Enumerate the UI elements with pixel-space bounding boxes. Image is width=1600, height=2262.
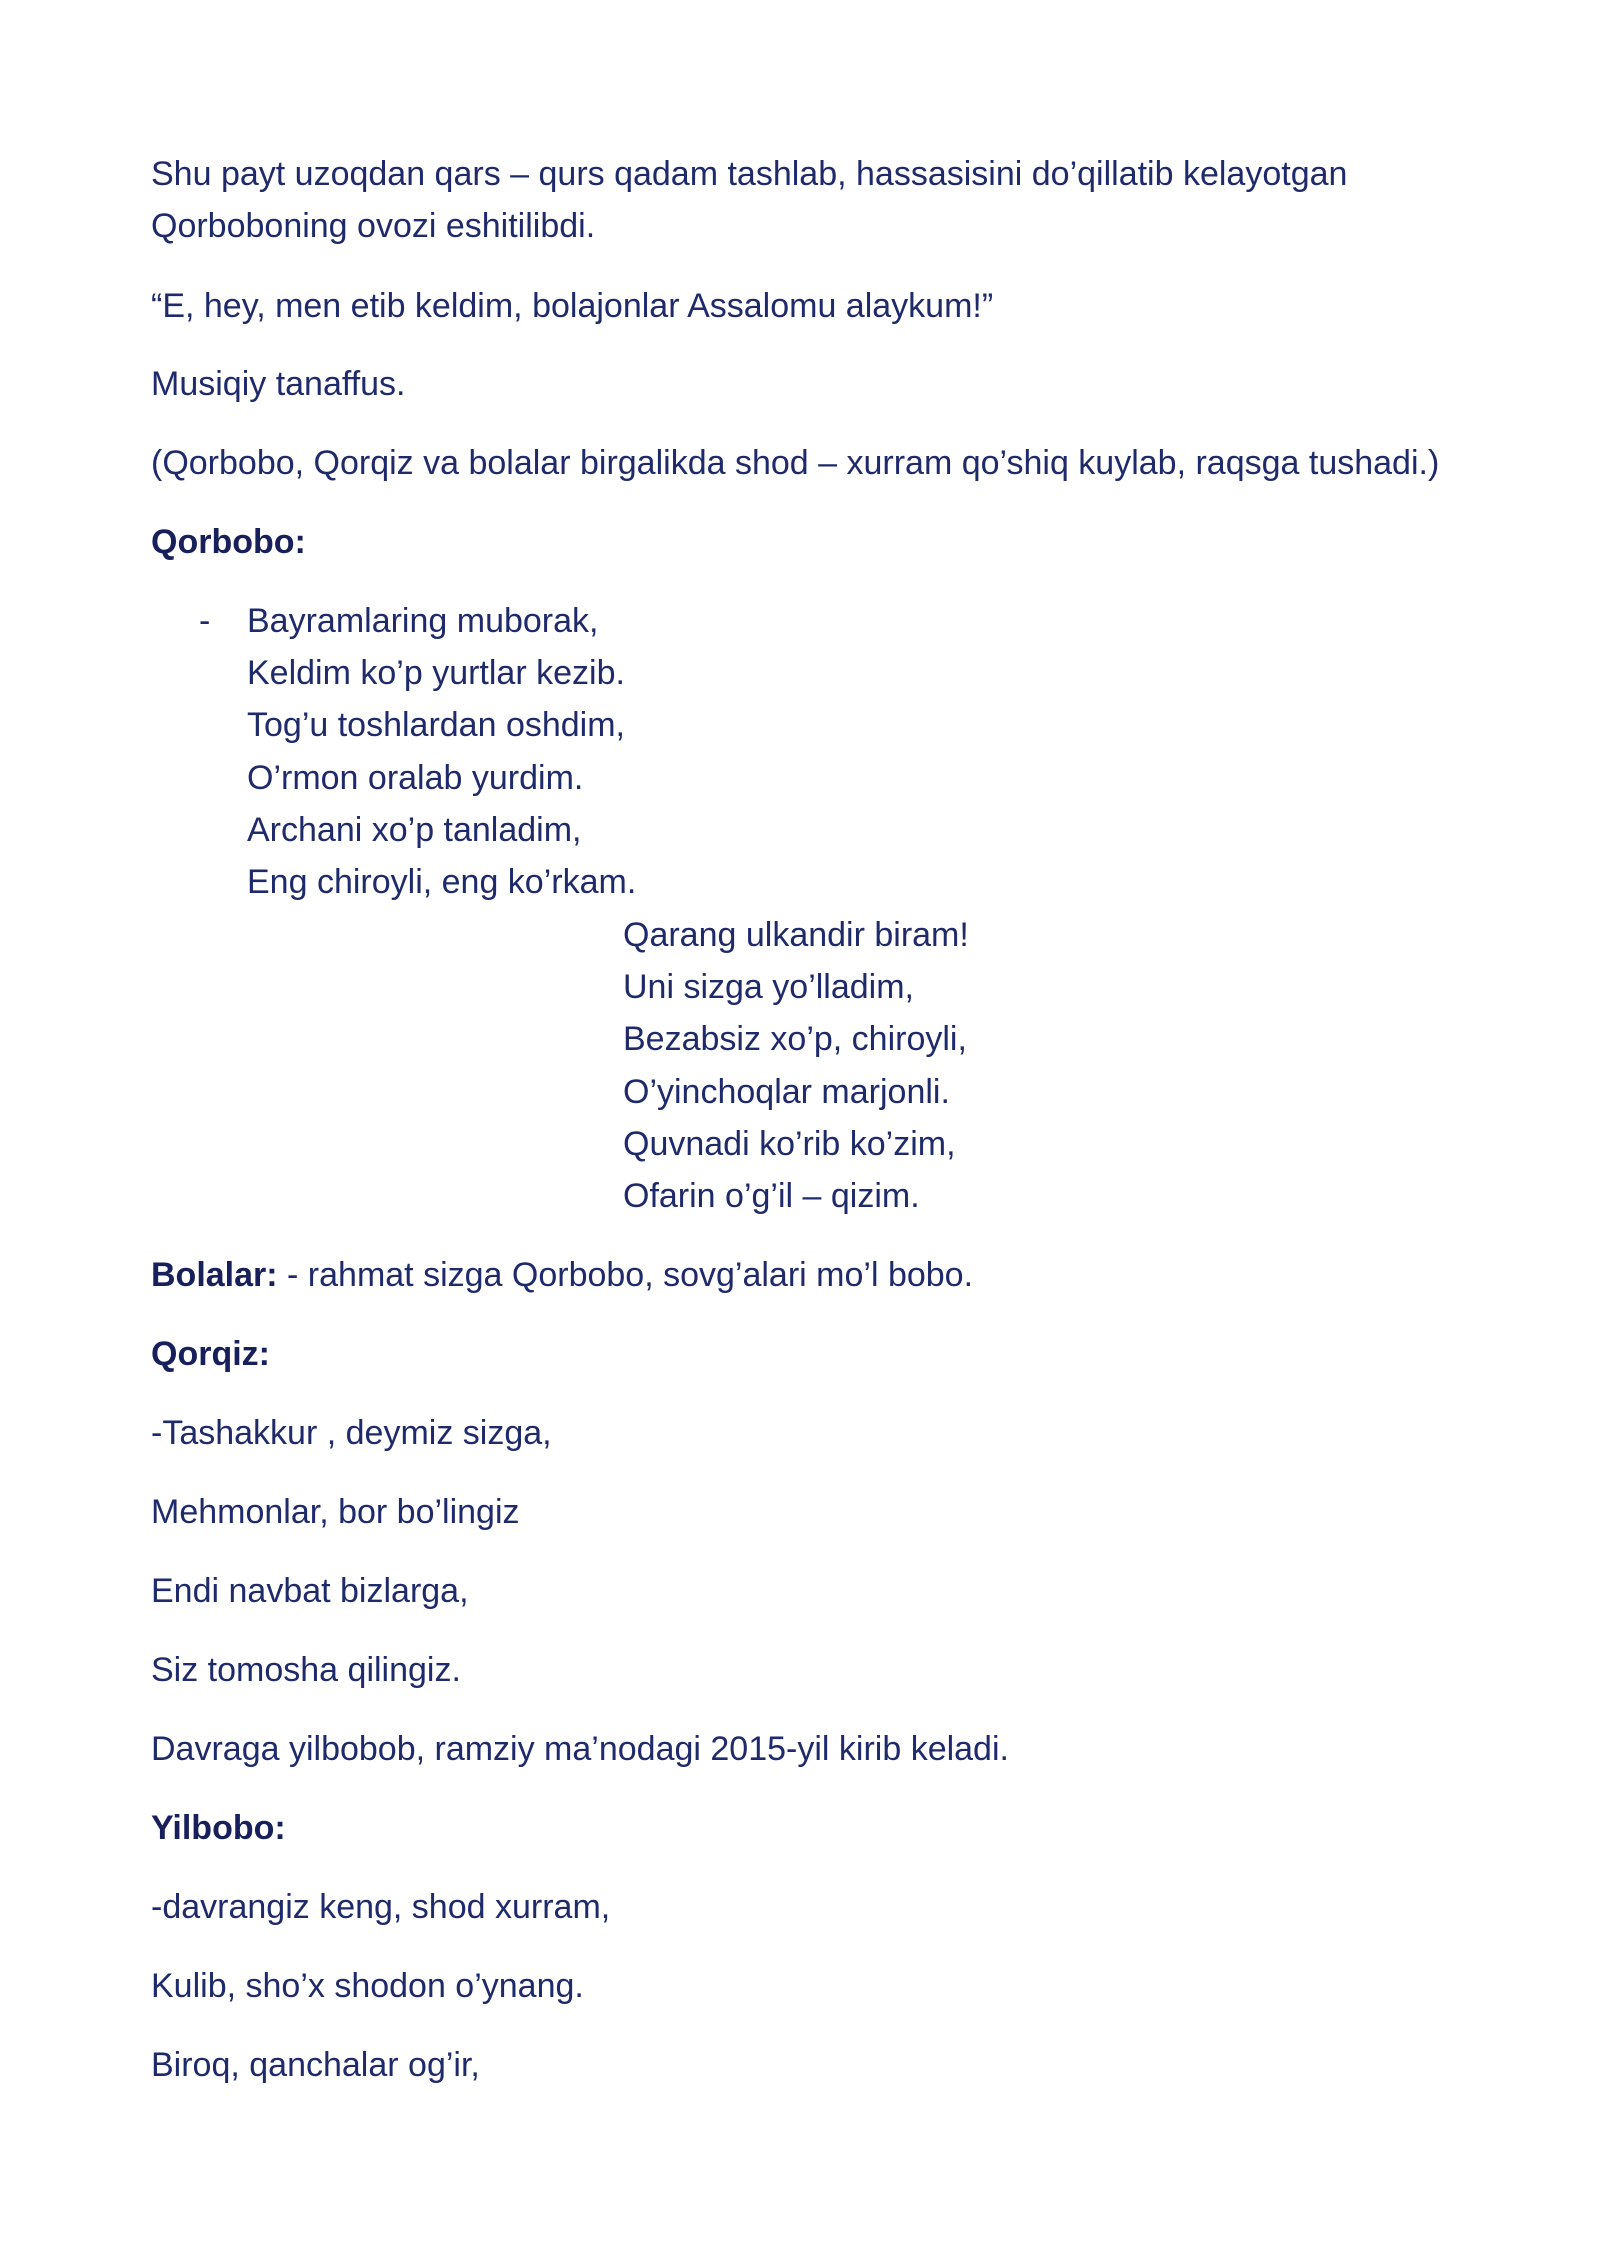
verse1-line-6: Eng chiroyli, eng ko’rkam. (247, 863, 637, 901)
yilbobo-line-2: Kulib, sho’x shodon o’ynang. (151, 1967, 584, 2005)
intro-line-2: Qorboboning ovozi eshitilibdi. (151, 207, 596, 245)
speaker-yilbobo: Yilbobo: (151, 1809, 286, 1847)
speaker-bolalar: Bolalar: (151, 1256, 278, 1294)
bolalar-text: - rahmat sizga Qorbobo, sovg’alari mo’l bobo. (277, 1256, 974, 1294)
verse2-line-6: Ofarin o’g’il – qizim. (623, 1177, 920, 1215)
verse2-line-1: Qarang ulkandir biram! (623, 916, 969, 954)
verse1-line-3: Tog’u toshlardan oshdim, (247, 706, 626, 744)
verse2-line-5: Quvnadi ko’rib ko’zim, (623, 1125, 956, 1163)
stage-direction: (Qorbobo, Qorqiz va bolalar birgalikda shod – xurram qo’shiq kuylab, raqsga tushadi.) (151, 444, 1440, 482)
musical-break: Musiqiy tanaffus. (151, 365, 406, 403)
yilbobo-intro: Davraga yilbobob, ramziy ma’nodagi 2015-yil kirib keladi. (151, 1730, 1009, 1768)
verse1-line-4: O’rmon oralab yurdim. (247, 759, 584, 797)
qorqiz-line-3: Endi navbat bizlarga, (151, 1572, 469, 1610)
verse2-line-4: O’yinchoqlar marjonli. (623, 1073, 950, 1111)
verse2-line-3: Bezabsiz xo’p, chiroyli, (623, 1020, 967, 1058)
intro-line-1: Shu payt uzoqdan qars – qurs qadam tashlab, hassasisini do’qillatib kelayotgan (151, 155, 1348, 193)
qorqiz-line-1: -Tashakkur , deymiz sizga, (151, 1414, 552, 1452)
verse1-line-2: Keldim ko’p yurtlar kezib. (247, 654, 625, 692)
verse-dash: - (199, 602, 211, 640)
speaker-qorbobo: Qorbobo: (151, 523, 306, 561)
qorqiz-line-4: Siz tomosha qilingiz. (151, 1651, 461, 1689)
yilbobo-line-3: Biroq, qanchalar og’ir, (151, 2046, 480, 2084)
verse1-line-5: Archani xo’p tanladim, (247, 811, 582, 849)
bolalar-line (151, 1249, 973, 1301)
yilbobo-line-1: -davrangiz keng, shod xurram, (151, 1888, 611, 1926)
verse1-line-1: Bayramlaring muborak, (247, 602, 599, 640)
verse2-line-2: Uni sizga yo’lladim, (623, 968, 914, 1006)
speaker-qorqiz: Qorqiz: (151, 1335, 270, 1373)
greeting-quote: “E, hey, men etib keldim, bolajonlar Assalomu alaykum!” (151, 287, 994, 325)
qorqiz-line-2: Mehmonlar, bor bo’lingiz (151, 1493, 520, 1531)
